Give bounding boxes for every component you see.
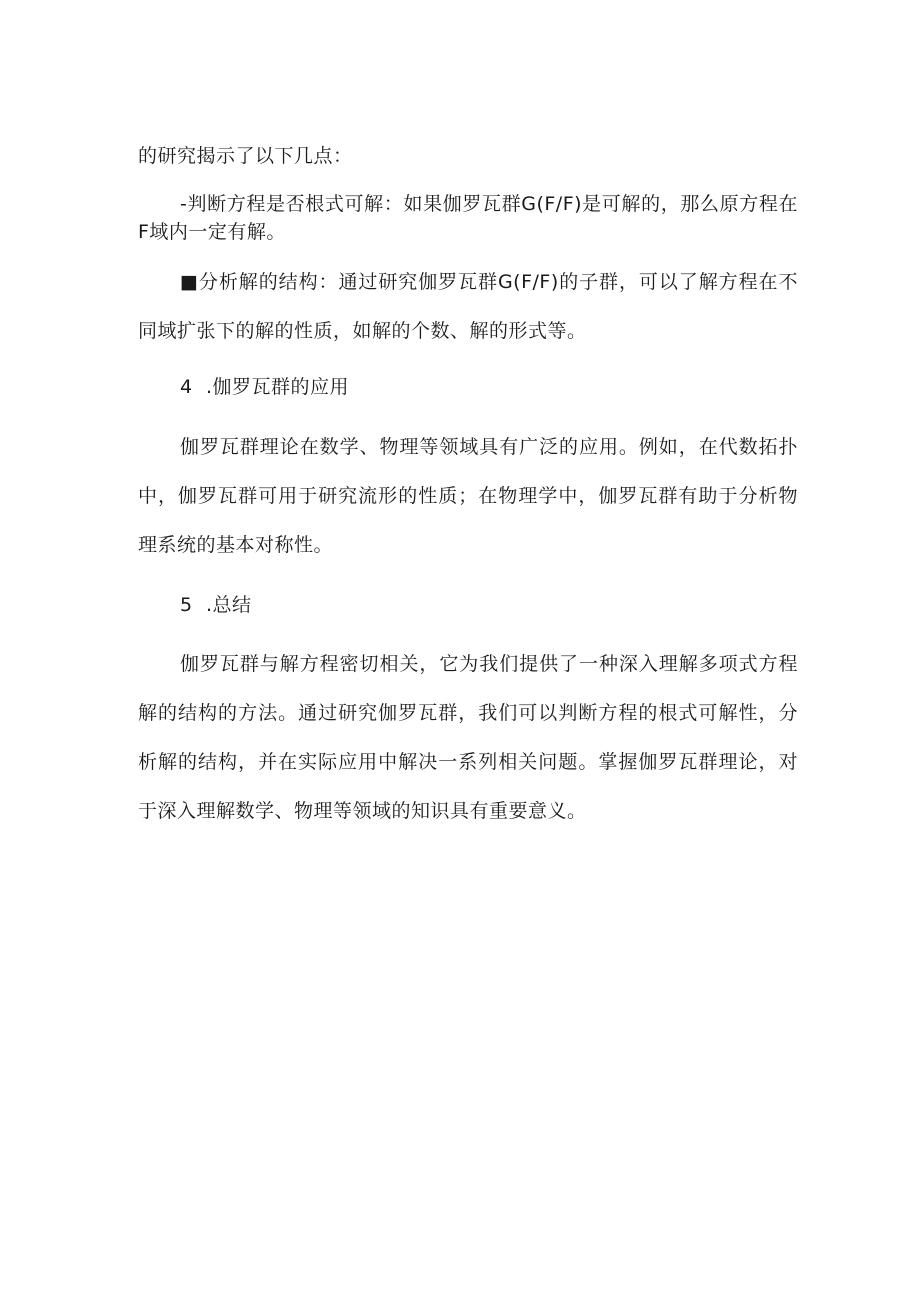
point-solution-structure: ■分析解的结构：通过研究伽罗瓦群G(F/F)的子群，可以了解方程在不同域扩张下的解的性质，如解的个数、解的形式等。 bbox=[138, 271, 798, 342]
section-4-number: 4 bbox=[180, 376, 193, 398]
point-solvability: -判断方程是否根式可解：如果伽罗瓦群G(F/F)是可解的，那么原方程在F域内一定有解。 bbox=[138, 193, 798, 243]
section-4-title: .伽罗瓦群的应用 bbox=[206, 376, 350, 398]
section-5-heading bbox=[138, 589, 798, 622]
section-4-body: 伽罗瓦群理论在数学、物理等领域具有广泛的应用。例如，在代数拓扑中，伽罗瓦群可用于研究流形的性质；在物理学中，伽罗瓦群有助于分析物理系统的基本对称性。 bbox=[138, 436, 798, 556]
section-5-body: 伽罗瓦群与解方程密切相关，它为我们提供了一种深入理解多项式方程解的结构的方法。通过研究伽罗瓦群，我们可以判断方程的根式可解性，分析解的结构，并在实际应用中解决一系列相关问题。掌握伽罗瓦群理论，对于深入理解数学、物理等领域的知识具有重要意义。 bbox=[138, 653, 798, 822]
section-5-title: .总结 bbox=[206, 594, 252, 616]
document-body bbox=[138, 140, 798, 836]
section-4-heading bbox=[138, 371, 798, 404]
section-5-number: 5 bbox=[180, 594, 193, 616]
intro-line: 的研究揭示了以下几点： bbox=[138, 145, 353, 167]
